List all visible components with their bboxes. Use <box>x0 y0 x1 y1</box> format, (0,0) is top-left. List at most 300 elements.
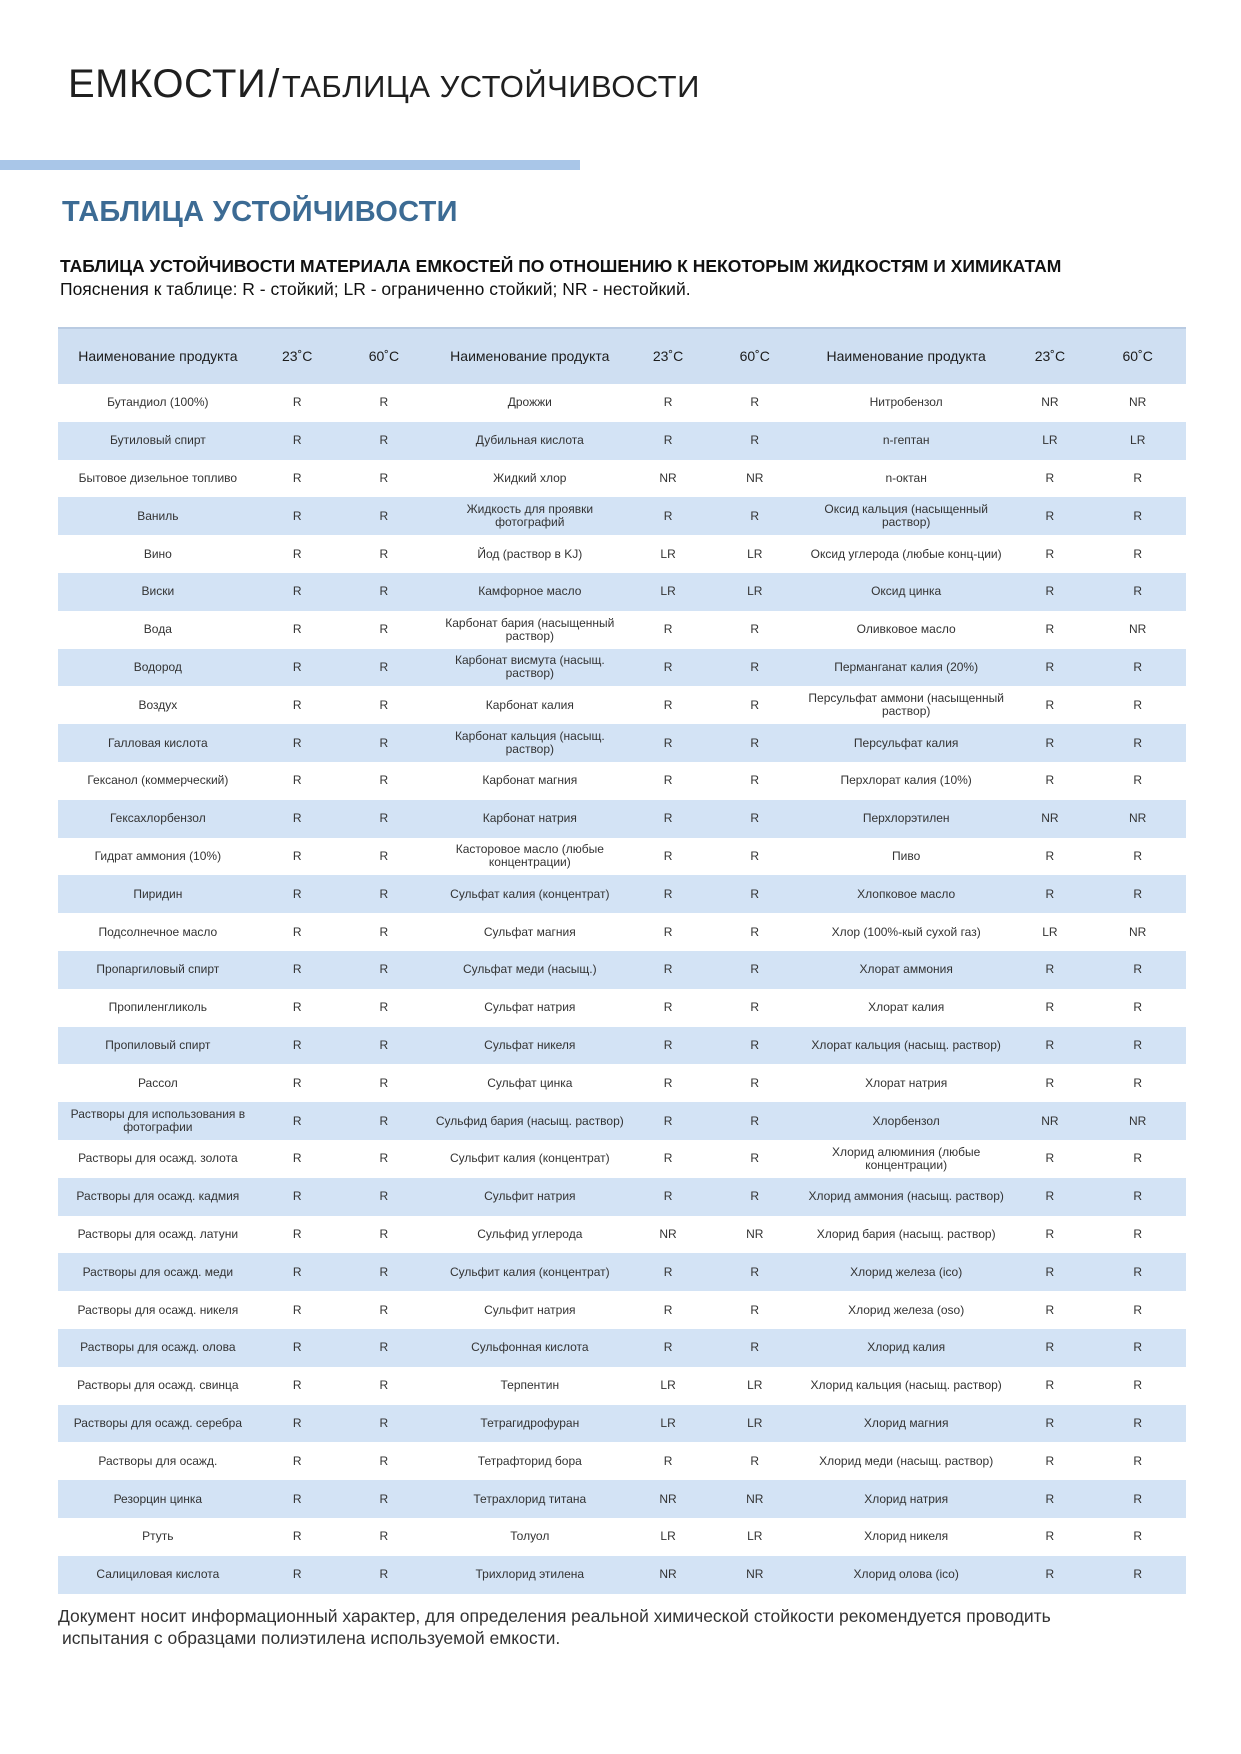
header-title-separator: / <box>268 62 280 106</box>
resistance-value-cell: R <box>292 1567 302 1582</box>
product-name-cell: Рассол <box>137 1075 178 1090</box>
resistance-value-cell: R <box>292 1529 302 1544</box>
product-name-cell: Растворы для осажд. золота <box>78 1151 238 1166</box>
resistance-value-cell: R <box>1133 1037 1143 1052</box>
table-header-cell: 60˚C <box>337 328 431 384</box>
resistance-value-cell: R <box>1133 1302 1143 1317</box>
product-name-cell: Пиридин <box>133 886 183 901</box>
table-row <box>58 1253 1186 1291</box>
resistance-value-cell: R <box>379 395 389 410</box>
resistance-value-cell: R <box>750 1453 760 1468</box>
resistance-value-cell: R <box>1045 659 1055 674</box>
resistance-value-cell: R <box>1045 1453 1055 1468</box>
resistance-value-cell: R <box>292 1302 302 1317</box>
product-name-cell: Хлорид бария (насыщ. раствор) <box>816 1226 996 1241</box>
resistance-value-cell: R <box>292 848 302 863</box>
table-header-cell: 23˚C <box>629 328 708 384</box>
resistance-value-cell: R <box>292 1378 302 1393</box>
product-name-cell: Толуол <box>510 1529 550 1544</box>
resistance-value-cell: R <box>750 962 760 977</box>
resistance-value-cell: R <box>750 659 760 674</box>
resistance-value-cell: R <box>663 1037 673 1052</box>
table-row <box>58 724 1186 762</box>
resistance-value-cell: R <box>1133 1189 1143 1204</box>
product-name-cell: Карбонат магния <box>482 773 578 788</box>
product-name-cell: Хлорат калия <box>868 1000 945 1015</box>
resistance-value-cell: R <box>663 395 673 410</box>
resistance-value-cell: R <box>1133 1075 1143 1090</box>
table-subtitle: ТАБЛИЦА УСТОЙЧИВОСТИ МАТЕРИАЛА ЕМКОСТЕЙ ПО ОТНОШЕНИЮ К НЕКОТОРЫМ ЖИДКОСТЯМ И ХИМИКАТАМ <box>60 256 1062 276</box>
resistance-value-cell: R <box>750 1000 760 1015</box>
product-name-cell: Виски <box>141 584 175 599</box>
table-row <box>58 1480 1186 1518</box>
resistance-value-cell: NR <box>1041 1113 1059 1128</box>
resistance-value-cell: R <box>663 508 673 523</box>
resistance-value-cell: R <box>292 659 302 674</box>
table-row <box>58 1027 1186 1065</box>
table-header-cell: 23˚C <box>258 328 337 384</box>
product-name-cell: Сульфат меди (насыщ.) <box>463 962 597 977</box>
resistance-value-cell: R <box>663 1151 673 1166</box>
resistance-value-cell: R <box>379 470 389 485</box>
resistance-value-cell: R <box>379 848 389 863</box>
resistance-value-cell: R <box>750 1264 760 1279</box>
resistance-value-cell: R <box>663 1000 673 1015</box>
resistance-value-cell: R <box>750 773 760 788</box>
table-header-cell: Наименование продукта <box>431 328 629 384</box>
product-name-cell: Хлорид железа (ico) <box>850 1264 963 1279</box>
resistance-value-cell: R <box>1045 962 1055 977</box>
resistance-value-cell: R <box>292 962 302 977</box>
resistance-value-cell: R <box>379 1226 389 1241</box>
resistance-value-cell: R <box>292 1189 302 1204</box>
product-name-cell: Оксид углерода (любые конц-ции) <box>810 546 1002 561</box>
table-row <box>58 1102 1186 1140</box>
resistance-value-cell: R <box>379 1415 389 1430</box>
resistance-value-cell: R <box>292 1113 302 1128</box>
resistance-value-cell: R <box>379 924 389 939</box>
resistance-value-cell: NR <box>746 1226 764 1241</box>
table-header-row <box>58 328 1186 384</box>
product-name-cell: Карбонат бария (насыщенный раствор) <box>445 615 615 643</box>
product-name-cell: Дубильная кислота <box>475 433 584 448</box>
resistance-value-cell: R <box>750 395 760 410</box>
resistance-value-cell: R <box>292 1226 302 1241</box>
product-name-cell: Хлопковое масло <box>857 886 956 901</box>
resistance-value-cell: NR <box>659 470 677 485</box>
product-name-cell: Оливковое масло <box>856 622 956 637</box>
product-name-cell: Ртуть <box>142 1529 174 1544</box>
resistance-value-cell: R <box>663 773 673 788</box>
resistance-value-cell: R <box>1133 1151 1143 1166</box>
product-name-cell: Сульфонная кислота <box>471 1340 589 1355</box>
resistance-value-cell: R <box>1133 1567 1143 1582</box>
product-name-cell: Растворы для осажд. <box>98 1453 218 1468</box>
table-row <box>58 1140 1186 1178</box>
product-name-cell: Нитробензол <box>869 395 943 410</box>
resistance-value-cell: R <box>292 508 302 523</box>
resistance-value-cell: NR <box>746 1567 764 1582</box>
product-name-cell: Сульфат цинка <box>487 1075 573 1090</box>
product-name-cell: Сульфат калия (концентрат) <box>450 886 610 901</box>
resistance-value-cell: R <box>379 773 389 788</box>
product-name-cell: Растворы для осажд. олова <box>80 1340 236 1355</box>
resistance-value-cell: LR <box>747 1378 763 1393</box>
resistance-value-cell: R <box>379 546 389 561</box>
product-name-cell: Хлорид кальция (насыщ. раствор) <box>810 1378 1002 1393</box>
resistance-value-cell: R <box>1133 735 1143 750</box>
resistance-value-cell: R <box>1045 584 1055 599</box>
product-name-cell: Хлорат натрия <box>865 1075 948 1090</box>
resistance-value-cell: R <box>750 433 760 448</box>
resistance-value-cell: R <box>379 659 389 674</box>
resistance-value-cell: R <box>379 433 389 448</box>
product-name-cell: Растворы для осажд. никеля <box>77 1302 239 1317</box>
product-name-cell: Растворы для использования в фотографии <box>70 1107 246 1135</box>
resistance-value-cell: R <box>750 1075 760 1090</box>
resistance-value-cell: R <box>1133 1000 1143 1015</box>
table-row <box>58 875 1186 913</box>
resistance-value-cell: R <box>1133 773 1143 788</box>
resistance-value-cell: R <box>1045 1529 1055 1544</box>
table-row <box>58 686 1186 724</box>
product-name-cell: Гексахлорбензол <box>109 811 206 826</box>
resistance-value-cell: R <box>292 546 302 561</box>
footer-note-line-2: испытания с образцами полиэтилена используемой емкости. <box>62 1628 561 1648</box>
product-name-cell: Сульфат никеля <box>484 1037 576 1052</box>
resistance-value-cell: NR <box>1129 811 1147 826</box>
resistance-value-cell: R <box>1045 735 1055 750</box>
accent-bar <box>0 160 580 170</box>
table-row <box>58 460 1186 498</box>
product-name-cell: Пропаргиловый спирт <box>96 962 220 977</box>
product-name-cell: Пиво <box>892 848 921 863</box>
resistance-value-cell: R <box>379 1189 389 1204</box>
resistance-value-cell: R <box>1133 1340 1143 1355</box>
resistance-value-cell: R <box>292 433 302 448</box>
resistance-value-cell: NR <box>659 1226 677 1241</box>
product-name-cell: Хлорид меди (насыщ. раствор) <box>819 1453 994 1468</box>
resistance-value-cell: R <box>750 924 760 939</box>
product-name-cell: Камфорное масло <box>478 584 582 599</box>
resistance-value-cell: R <box>663 962 673 977</box>
resistance-value-cell: R <box>1045 508 1055 523</box>
resistance-value-cell: R <box>1045 1415 1055 1430</box>
product-name-cell: Сульфат натрия <box>484 1000 576 1015</box>
resistance-value-cell: R <box>379 1453 389 1468</box>
resistance-value-cell: R <box>1045 1264 1055 1279</box>
resistance-value-cell: NR <box>659 1491 677 1506</box>
resistance-value-cell: R <box>1045 1302 1055 1317</box>
table-row <box>58 838 1186 876</box>
resistance-value-cell: NR <box>659 1567 677 1582</box>
table-row <box>58 1064 1186 1102</box>
table-header-cell: Наименование продукта <box>58 328 258 384</box>
resistance-value-cell: R <box>663 735 673 750</box>
table-row <box>58 913 1186 951</box>
table-row <box>58 611 1186 649</box>
resistance-value-cell: R <box>1045 1491 1055 1506</box>
resistance-value-cell: R <box>1045 1567 1055 1582</box>
resistance-value-cell: R <box>292 1415 302 1430</box>
resistance-value-cell: R <box>663 811 673 826</box>
product-name-cell: n-гептан <box>882 433 930 448</box>
resistance-value-cell: R <box>1133 584 1143 599</box>
product-name-cell: Сульфит калия (концентрат) <box>450 1151 610 1166</box>
product-name-cell: Оксид цинка <box>871 584 942 599</box>
product-name-cell: Перхлорэтилен <box>862 811 950 826</box>
table-row <box>58 762 1186 800</box>
resistance-value-cell: LR <box>660 584 676 599</box>
product-name-cell: Персульфат аммони (насыщенный раствор) <box>808 691 1004 719</box>
resistance-value-cell: R <box>1133 1415 1143 1430</box>
resistance-value-cell: R <box>1133 1226 1143 1241</box>
product-name-cell: Хлор (100%-кый сухой газ) <box>831 924 981 939</box>
table-row <box>58 649 1186 687</box>
resistance-value-cell: R <box>1045 470 1055 485</box>
product-name-cell: Трихлорид этилена <box>475 1567 585 1582</box>
resistance-value-cell: R <box>663 659 673 674</box>
resistance-value-cell: R <box>1045 1226 1055 1241</box>
resistance-value-cell: R <box>1133 962 1143 977</box>
product-name-cell: Сульфит натрия <box>484 1189 576 1204</box>
resistance-value-cell: R <box>1045 697 1055 712</box>
table-header-cell: 60˚C <box>708 328 802 384</box>
product-name-cell: Касторовое масло (любые концентрации) <box>455 842 604 870</box>
table-legend: Пояснения к таблице: R - стойкий; LR - ограниченно стойкий; NR - нестойкий. <box>60 279 691 299</box>
product-name-cell: Растворы для осажд. кадмия <box>76 1189 240 1204</box>
product-name-cell: Пропиленгликоль <box>108 1000 208 1015</box>
product-name-cell: Персульфат калия <box>853 735 959 750</box>
resistance-value-cell: R <box>379 1302 389 1317</box>
resistance-value-cell: R <box>292 1075 302 1090</box>
product-name-cell: Хлорид никеля <box>864 1529 949 1544</box>
product-name-cell: Терпентин <box>500 1378 560 1393</box>
resistance-value-cell: LR <box>747 584 763 599</box>
resistance-value-cell: NR <box>746 1491 764 1506</box>
resistance-value-cell: R <box>379 1151 389 1166</box>
footer-note-line-1: Документ носит информационный характер, для определения реальной химической стойкости рекомендуется проводить <box>58 1606 1051 1626</box>
resistance-value-cell: R <box>750 1189 760 1204</box>
resistance-value-cell: R <box>379 886 389 901</box>
resistance-value-cell: R <box>1045 1378 1055 1393</box>
resistance-value-cell: R <box>292 622 302 637</box>
product-name-cell: Сульфат магния <box>483 924 576 939</box>
resistance-value-cell: R <box>292 886 302 901</box>
product-name-cell: Хлорид олова (ico) <box>853 1567 959 1582</box>
resistance-value-cell: NR <box>1129 924 1147 939</box>
resistance-value-cell: R <box>750 1340 760 1355</box>
resistance-value-cell: R <box>292 1491 302 1506</box>
resistance-value-cell: R <box>1133 848 1143 863</box>
resistance-value-cell: R <box>1045 773 1055 788</box>
table-row <box>58 800 1186 838</box>
resistance-value-cell: R <box>663 1075 673 1090</box>
product-name-cell: Сульфид бария (насыщ. раствор) <box>435 1113 624 1128</box>
resistance-value-cell: R <box>750 886 760 901</box>
product-name-cell: Растворы для осажд. меди <box>82 1264 234 1279</box>
table-row <box>58 1405 1186 1443</box>
table-row <box>58 1518 1186 1556</box>
resistance-value-cell: R <box>379 962 389 977</box>
resistance-value-cell: R <box>663 433 673 448</box>
resistance-value-cell: R <box>663 1113 673 1128</box>
resistance-value-cell: R <box>379 1264 389 1279</box>
resistance-value-cell: R <box>379 1378 389 1393</box>
table-row <box>58 535 1186 573</box>
resistance-value-cell: LR <box>1042 924 1058 939</box>
product-name-cell: Бытовое дизельное топливо <box>78 470 238 485</box>
product-name-cell: Вода <box>143 622 172 637</box>
resistance-value-cell: R <box>663 697 673 712</box>
resistance-value-cell: R <box>750 622 760 637</box>
product-name-cell: Растворы для осажд. серебра <box>73 1415 242 1430</box>
header-title-sub: ТАБЛИЦА УСТОЙЧИВОСТИ <box>281 69 700 104</box>
resistance-value-cell: LR <box>747 546 763 561</box>
product-name-cell: Карбонат натрия <box>482 811 577 826</box>
resistance-value-cell: R <box>379 1037 389 1052</box>
resistance-value-cell: R <box>1133 1529 1143 1544</box>
resistance-value-cell: LR <box>747 1529 763 1544</box>
resistance-value-cell: R <box>379 508 389 523</box>
product-name-cell: Дрожжи <box>507 395 552 410</box>
resistance-value-cell: R <box>292 1037 302 1052</box>
section-title: ТАБЛИЦА УСТОЙЧИВОСТИ <box>62 196 458 228</box>
product-name-cell: Хлорид натрия <box>864 1491 949 1506</box>
product-name-cell: Тетрагидрофуран <box>480 1415 580 1430</box>
product-name-cell: Тетрахлорид титана <box>473 1491 587 1506</box>
resistance-value-cell: R <box>1045 848 1055 863</box>
resistance-value-cell: LR <box>660 1529 676 1544</box>
resistance-value-cell: NR <box>1129 1113 1147 1128</box>
resistance-value-cell: R <box>292 1453 302 1468</box>
product-name-cell: Гексанол (коммерческий) <box>87 773 229 788</box>
resistance-value-cell: R <box>750 508 760 523</box>
product-name-cell: Резорцин цинка <box>113 1491 203 1506</box>
resistance-value-cell: R <box>750 1302 760 1317</box>
resistance-value-cell: R <box>292 773 302 788</box>
resistance-value-cell: R <box>379 811 389 826</box>
resistance-value-cell: R <box>379 1000 389 1015</box>
resistance-value-cell: R <box>292 1264 302 1279</box>
resistance-value-cell: R <box>1045 622 1055 637</box>
resistance-value-cell: R <box>292 1340 302 1355</box>
product-name-cell: Хлорат кальция (насыщ. раствор) <box>811 1037 1001 1052</box>
resistance-value-cell: LR <box>1130 433 1146 448</box>
product-name-cell: Растворы для осажд. латуни <box>77 1226 239 1241</box>
product-name-cell: Перхлорат калия (10%) <box>840 773 972 788</box>
product-name-cell: Сульфит калия (концентрат) <box>450 1264 610 1279</box>
resistance-value-cell: R <box>750 848 760 863</box>
resistance-value-cell: NR <box>746 470 764 485</box>
product-name-cell: Бутиловый спирт <box>109 433 206 448</box>
product-name-cell: Галловая кислота <box>108 735 208 750</box>
product-name-cell: Гидрат аммония (10%) <box>94 848 222 863</box>
resistance-value-cell: R <box>1133 659 1143 674</box>
resistance-value-cell: NR <box>1041 395 1059 410</box>
product-name-cell: Бутандиол (100%) <box>107 395 209 410</box>
resistance-value-cell: LR <box>660 1415 676 1430</box>
product-name-cell: Растворы для осажд. свинца <box>77 1378 239 1393</box>
resistance-value-cell: LR <box>660 1378 676 1393</box>
product-name-cell: Карбонат кальция (насыщ. раствор) <box>454 729 605 757</box>
table-row <box>58 1291 1186 1329</box>
resistance-value-cell: R <box>379 1567 389 1582</box>
product-name-cell: Салициловая кислота <box>96 1567 220 1582</box>
resistance-value-cell: R <box>663 1264 673 1279</box>
resistance-value-cell: R <box>663 1189 673 1204</box>
resistance-value-cell: R <box>292 1151 302 1166</box>
table-row <box>58 1329 1186 1367</box>
footer-note <box>58 1605 1188 1649</box>
product-name-cell: Сульфит натрия <box>484 1302 576 1317</box>
product-name-cell: Жидкий хлор <box>493 470 567 485</box>
resistance-value-cell: R <box>379 1113 389 1128</box>
resistance-value-cell: R <box>292 470 302 485</box>
resistance-value-cell: R <box>1133 1453 1143 1468</box>
resistance-value-cell: R <box>379 584 389 599</box>
resistance-value-cell: R <box>292 584 302 599</box>
product-name-cell: Йод (раствор в KJ) <box>477 546 583 561</box>
product-name-cell: Пропиловый спирт <box>105 1037 211 1052</box>
resistance-value-cell: R <box>379 1529 389 1544</box>
resistance-value-cell: R <box>1133 546 1143 561</box>
table-row <box>58 422 1186 460</box>
product-name-cell: Жидкость для проявки фотографий <box>466 502 594 530</box>
resistance-value-cell: R <box>1045 546 1055 561</box>
table-row <box>58 1367 1186 1405</box>
product-name-cell: Карбонат калия <box>485 697 574 712</box>
resistance-value-cell: R <box>1133 886 1143 901</box>
resistance-value-cell: R <box>292 1000 302 1015</box>
resistance-value-cell: LR <box>660 546 676 561</box>
product-name-cell: Хлорид железа (oso) <box>848 1302 965 1317</box>
table-row <box>58 1178 1186 1216</box>
resistance-value-cell: R <box>1133 470 1143 485</box>
resistance-value-cell: R <box>379 1340 389 1355</box>
product-name-cell: Подсолнечное масло <box>98 924 218 939</box>
resistance-value-cell: R <box>750 1113 760 1128</box>
resistance-value-cell: R <box>1133 1264 1143 1279</box>
resistance-value-cell: R <box>1045 1340 1055 1355</box>
resistance-value-cell: R <box>1045 1037 1055 1052</box>
resistance-value-cell: R <box>379 697 389 712</box>
resistance-value-cell: R <box>1133 508 1143 523</box>
resistance-value-cell: R <box>1133 1378 1143 1393</box>
product-name-cell: Хлорат аммония <box>859 962 953 977</box>
resistance-value-cell: NR <box>1129 622 1147 637</box>
table-header-cell: 23˚C <box>1010 328 1089 384</box>
resistance-value-cell: R <box>663 1340 673 1355</box>
resistance-value-cell: R <box>379 735 389 750</box>
product-name-cell: Хлорид калия <box>867 1340 946 1355</box>
resistance-value-cell: R <box>750 697 760 712</box>
resistance-value-cell: R <box>663 1302 673 1317</box>
resistance-value-cell: R <box>1045 886 1055 901</box>
product-name-cell: Хлорид аммония (насыщ. раствор) <box>808 1189 1004 1204</box>
product-name-cell: Оксид кальция (насыщенный раствор) <box>824 502 988 530</box>
product-name-cell: Хлорид алюминия (любые концентрации) <box>831 1144 981 1172</box>
product-name-cell: Водород <box>133 659 182 674</box>
resistance-value-cell: R <box>663 924 673 939</box>
resistance-value-cell: R <box>1045 1075 1055 1090</box>
resistance-value-cell: R <box>663 1453 673 1468</box>
table-row <box>58 384 1186 422</box>
resistance-value-cell: R <box>1045 1151 1055 1166</box>
table-body <box>58 384 1186 1594</box>
resistance-value-cell: R <box>663 886 673 901</box>
product-name-cell: Карбонат висмута (насыщ. раствор) <box>454 653 605 681</box>
